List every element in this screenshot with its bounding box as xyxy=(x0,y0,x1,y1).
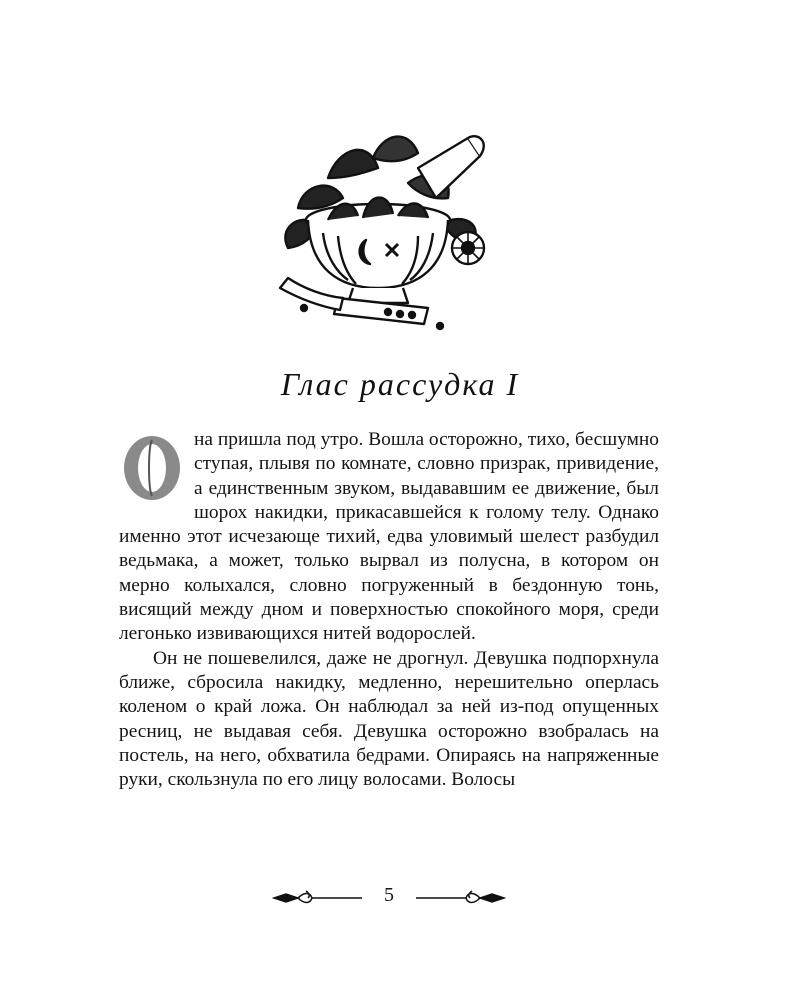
paragraph-1-text: на пришла под утро. Вошла осторожно, тихо, бесшумно ступая, плывя по комнате, словно призрак, привидение, а единственным звуком, выдававшим ее движение, был шорох накидки, прикасавшейся к голому телу. Однако именно этот исчезающе тихий, едва уловимый шелест разбудил ведьмака, а может, только вырвал из полусна, в котором он мерно колыхался, словно погруженный в бездонную тонь, висящий между дном и поверхностью спокойного моря, среди легонько извивающихся нитей водорослей. xyxy=(119,429,659,645)
page-number: 5 xyxy=(384,884,394,906)
mortar-pestle-icon xyxy=(268,128,508,338)
body-text xyxy=(119,428,659,792)
paragraph xyxy=(119,428,659,647)
flourish-left-icon xyxy=(272,888,364,908)
flourish-right-icon xyxy=(414,888,506,908)
page-footer xyxy=(0,880,800,916)
paragraph-2: Он не пошевелился, даже не дрогнул. Девушка подпорхнула ближе, сбросила накидку, медленно, нерешительно оперлась коленом о край ложа. Он наблюдал за ней из-под опущенных ресниц, не выдавая себя. Девушка осторожно взобралась на постель, на него, обхватила бедрами. Опираясь на напряженные руки, скользнула по его лицу волосами. Волосы xyxy=(119,647,659,791)
dropcap xyxy=(118,434,186,502)
chapter-title: Глас рассудка I xyxy=(280,366,520,402)
